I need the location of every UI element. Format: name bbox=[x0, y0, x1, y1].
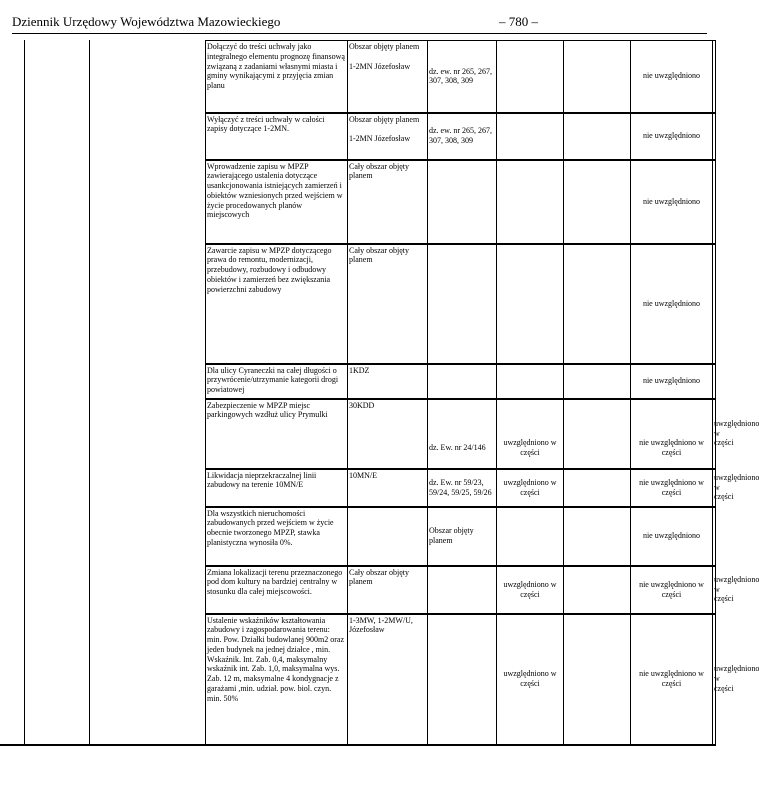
decision-cell: uwzględniono w części bbox=[497, 469, 564, 507]
parcel-cell bbox=[428, 614, 497, 745]
decision-cell bbox=[564, 469, 631, 507]
comment-cell: Zmiana lokalizacji terenu przeznaczonego pod dom kultury na bardziej centralny w stosunku dla całej miejscowości. bbox=[206, 566, 348, 614]
decision-cell bbox=[713, 364, 716, 399]
table-row bbox=[206, 41, 716, 113]
decision-cell bbox=[713, 507, 716, 566]
decision-cell: nie uwzględniono bbox=[631, 507, 713, 566]
decision-cell bbox=[497, 507, 564, 566]
decision-cell: uwzględniono w części bbox=[497, 566, 564, 614]
decision-cell: nie uwzględniono w części bbox=[631, 566, 713, 614]
comment-cell: Wyłączyć z treści uchwały w całości zapisy dotyczące 1-2MN. bbox=[206, 113, 348, 160]
column-divider bbox=[89, 40, 90, 744]
column-divider bbox=[24, 40, 25, 744]
table-row bbox=[206, 399, 716, 469]
decision-cell bbox=[564, 41, 631, 113]
parcel-cell: Obszar objęty planem bbox=[428, 507, 497, 566]
decision-cell: uwzględniono w części bbox=[713, 469, 716, 507]
comment-cell: Wprowadzenie zapisu w MPZP zawierającego ustalenia dotyczące usankcjonowania istniejących zamierzeń i obiektów wzniesionych przed wejściem w życie procedowanych planów miejscowych bbox=[206, 160, 348, 244]
decision-cell: uwzględniono w części bbox=[497, 614, 564, 745]
table-row bbox=[206, 244, 716, 364]
parcel-cell bbox=[428, 160, 497, 244]
decision-cell bbox=[564, 160, 631, 244]
journal-title: Dziennik Urzędowy Województwa Mazowieckiego bbox=[12, 14, 281, 29]
comment-cell: Dla ulicy Cyraneczki na całej długości o przywrócenie/utrzymanie kategorii drogi powiatowej bbox=[206, 364, 348, 399]
decision-cell bbox=[497, 113, 564, 160]
decision-cell: nie uwzględniono bbox=[631, 41, 713, 113]
comment-cell: Dołączyć do treści uchwały jako integralnego elementu prognozę finansową związaną z zadaniami własnymi miasta i gminy wynikającymi z przyjęcia zmian planu bbox=[206, 41, 348, 113]
comment-cell: Zabezpieczenie w MPZP miejsc parkingowych wzdłuż ulicy Prymulki bbox=[206, 399, 348, 469]
bottom-rule bbox=[0, 744, 707, 746]
area-cell: Obszar objęty planem 1-2MN Józefosław bbox=[348, 41, 428, 113]
decision-cell bbox=[497, 160, 564, 244]
decision-cell: nie uwzględniono bbox=[631, 244, 713, 364]
table-row bbox=[206, 364, 716, 399]
comment-cell: Likwidacja nieprzekraczalnej linii zabudowy na terenie 10MN/E bbox=[206, 469, 348, 507]
decision-cell bbox=[564, 399, 631, 469]
decision-cell: uwzględniono w części bbox=[713, 399, 716, 469]
decision-cell: nie uwzględniono bbox=[631, 364, 713, 399]
area-cell: Cały obszar objęty planem bbox=[348, 160, 428, 244]
decision-cell bbox=[564, 507, 631, 566]
header-rule bbox=[12, 33, 707, 34]
parcel-cell bbox=[428, 364, 497, 399]
decision-cell bbox=[497, 41, 564, 113]
decision-cell: nie uwzględniono w części bbox=[631, 614, 713, 745]
table-row bbox=[206, 614, 716, 745]
decision-cell bbox=[564, 364, 631, 399]
decision-cell bbox=[564, 113, 631, 160]
table-row bbox=[206, 566, 716, 614]
area-cell: Cały obszar objęty planem bbox=[348, 566, 428, 614]
area-cell: Obszar objęty planem 1-2MN Józefosław bbox=[348, 113, 428, 160]
decision-cell bbox=[564, 244, 631, 364]
decision-cell: uwzględniono w części bbox=[713, 566, 716, 614]
area-cell: 1KDZ bbox=[348, 364, 428, 399]
decision-cell: uwzględniono w części bbox=[497, 399, 564, 469]
table-row bbox=[206, 160, 716, 244]
decision-cell bbox=[564, 566, 631, 614]
table-row bbox=[206, 113, 716, 160]
parcel-cell bbox=[428, 244, 497, 364]
comment-cell: Ustalenie wskaźników kształtowania zabudowy i zagospodarowania terenu: min. Pow. Działki budowlanej 900m2 oraz jeden budynek na jednej działce , min. Wskaźnik. Int. Zab. 0,4, maksymalny wskaźnik int. Zab. 1,0, maksymalna wys. Zab. 12 m, maksymalne 4 kondygnacje z garażami ,min. udział. pow. biol. czyn. min. 50% bbox=[206, 614, 348, 745]
decision-cell bbox=[713, 160, 716, 244]
area-cell: 1-3MW, 1-2MW/U, Józefosław bbox=[348, 614, 428, 745]
decision-cell bbox=[713, 113, 716, 160]
comment-cell: Dla wszystkich nieruchomości zabudowanych przed wejściem w życie obecnie tworzonego MPZP, stawka planistyczna wynosiła 0%. bbox=[206, 507, 348, 566]
comment-cell: Zawarcie zapisu w MPZP dotyczącego prawa do remontu, modernizacji, przebudowy, rozbudowy i odbudowy obiektów i zamierzeń bez zwiększania powierzchni zabudowy bbox=[206, 244, 348, 364]
decision-cell bbox=[713, 41, 716, 113]
comments-table bbox=[205, 40, 759, 746]
decision-cell bbox=[497, 244, 564, 364]
parcel-cell: dz. ew. nr 265, 267, 307, 308, 309 bbox=[428, 41, 497, 113]
area-cell: Cały obszar objęty planem bbox=[348, 244, 428, 364]
area-cell: 30KDD bbox=[348, 399, 428, 469]
page-number: – 780 – bbox=[499, 14, 538, 29]
parcel-cell: dz. ew. nr 265, 267, 307, 308, 309 bbox=[428, 113, 497, 160]
parcel-cell: dz. Ew. nr 59/23, 59/24, 59/25, 59/26 bbox=[428, 469, 497, 507]
decision-cell: nie uwzględniono bbox=[631, 113, 713, 160]
decision-cell bbox=[713, 244, 716, 364]
table-row bbox=[206, 507, 716, 566]
decision-cell bbox=[564, 614, 631, 745]
decision-cell: uwzględniono w części bbox=[713, 614, 716, 745]
parcel-cell: dz. Ew. nr 24/146 bbox=[428, 399, 497, 469]
area-cell bbox=[348, 507, 428, 566]
parcel-cell bbox=[428, 566, 497, 614]
table-row bbox=[206, 469, 716, 507]
decision-cell bbox=[497, 364, 564, 399]
decision-cell: nie uwzględniono w części bbox=[631, 399, 713, 469]
area-cell: 10MN/E bbox=[348, 469, 428, 507]
decision-cell: nie uwzględniono w części bbox=[631, 469, 713, 507]
decision-cell: nie uwzględniono bbox=[631, 160, 713, 244]
